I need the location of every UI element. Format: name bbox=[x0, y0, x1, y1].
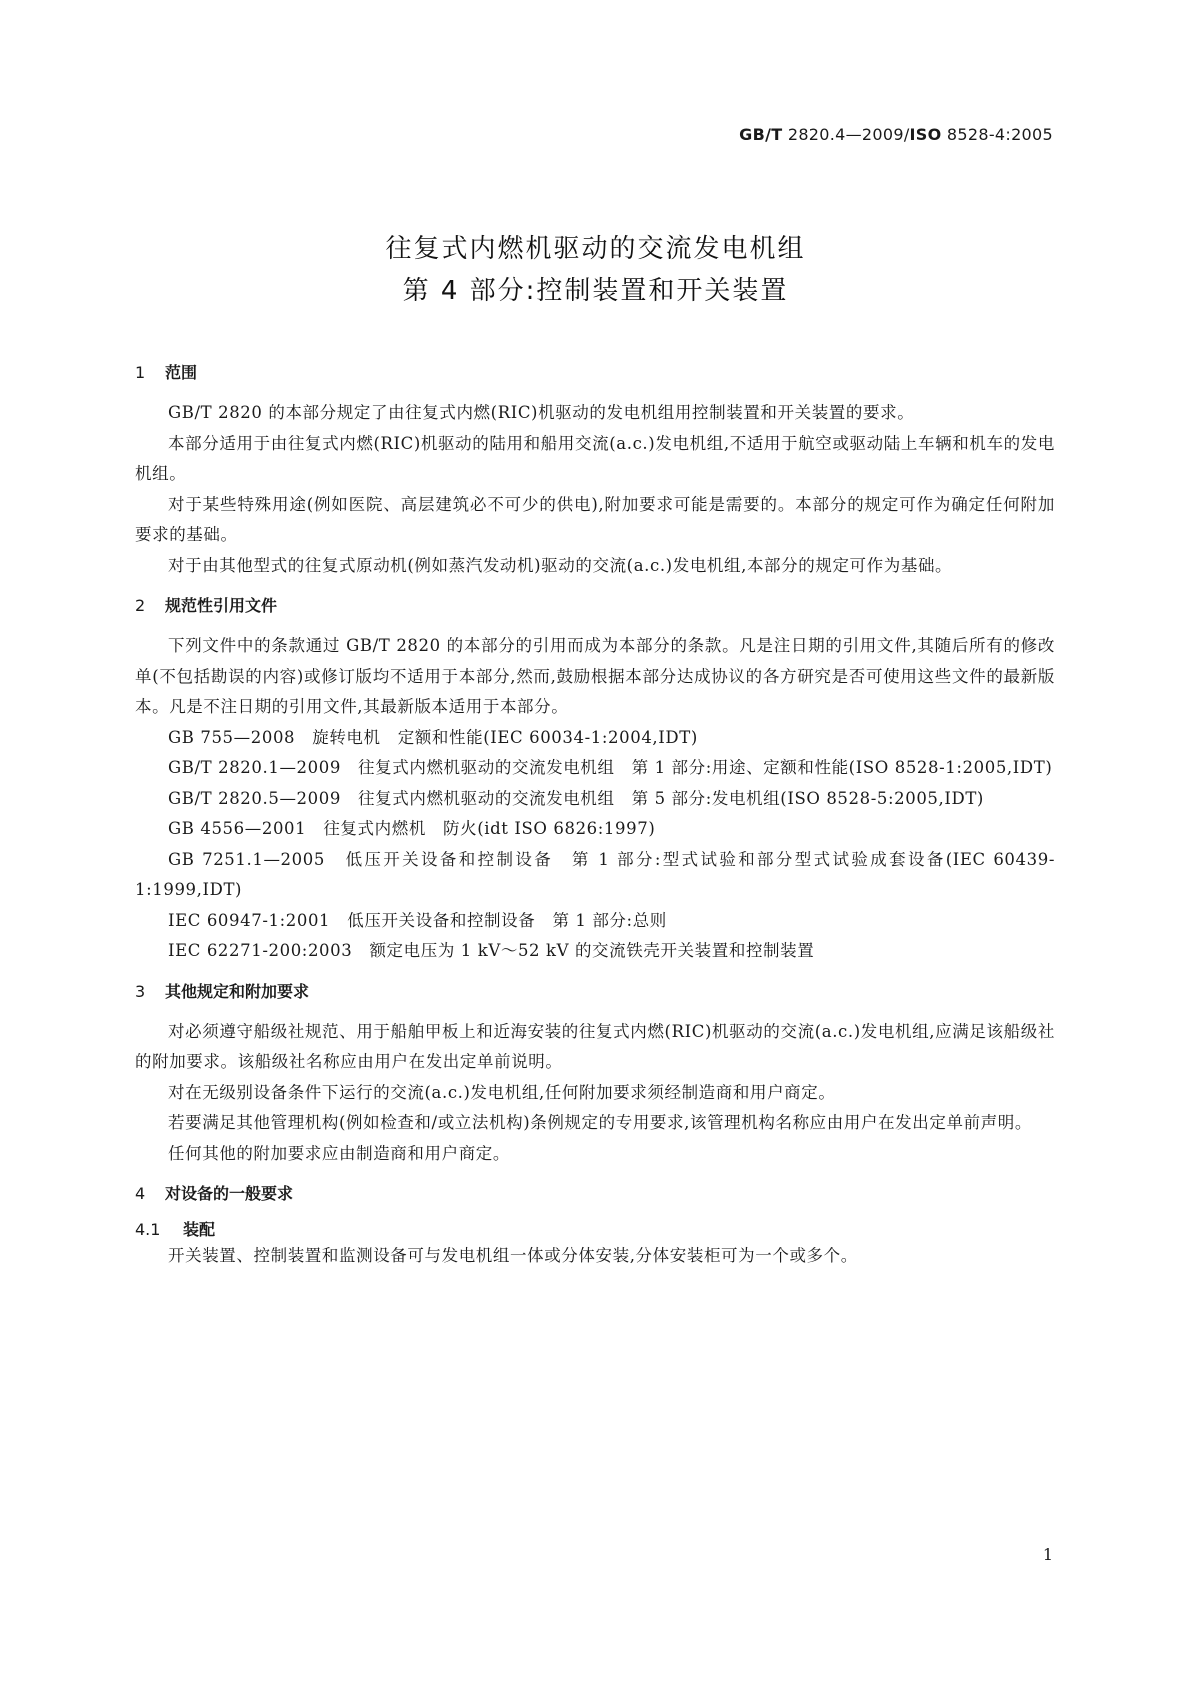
std-code-prefix: GB/T bbox=[739, 125, 783, 144]
section-2-heading bbox=[135, 595, 1055, 617]
reference-item: GB 4556—2001 往复式内燃机 防火(idt ISO 6826:1997) bbox=[168, 819, 656, 838]
reference-item: GB/T 2820.5—2009 往复式内燃机驱动的交流发电机组 第 5 部分:发电机组(ISO 8528-5:2005,IDT) bbox=[168, 788, 984, 808]
reference-item: GB 755—2008 旋转电机 定额和性能(IEC 60034-1:2004,IDT) bbox=[168, 727, 698, 747]
paragraph: 对于由其他型式的往复式原动机(例如蒸汽发动机)驱动的交流(a.c.)发电机组,本部分的规定可作为基础。 bbox=[168, 555, 953, 575]
paragraph: 对于某些特殊用途(例如医院、高层建筑必不可少的供电),附加要求可能是需要的。本部分的规定可作为确定任何附加要求的基础。 bbox=[135, 494, 1055, 544]
document-title-line-1: 往复式内燃机驱动的交流发电机组 bbox=[385, 234, 806, 264]
section-title: 规范性引用文件 bbox=[165, 596, 278, 615]
std-code-number: 2820.4—2009/ bbox=[782, 125, 910, 144]
paragraph: 若要满足其他管理机构(例如检查和/或立法机构)条例规定的专用要求,该管理机构名称应由用户在发出定单前声明。 bbox=[168, 1113, 1032, 1132]
standard-code bbox=[739, 125, 1053, 144]
subsection-title: 装配 bbox=[183, 1220, 216, 1239]
reference-item: GB/T 2820.1—2009 往复式内燃机驱动的交流发电机组 第 1 部分:用途、定额和性能(ISO 8528-1:2005,IDT) bbox=[168, 758, 1053, 777]
section-number: 4 bbox=[135, 1184, 146, 1203]
page-number: 1 bbox=[1042, 1545, 1053, 1564]
paragraph: 对必须遵守船级社规范、用于船舶甲板上和近海安装的往复式内燃(RIC)机驱动的交流(a.c.)发电机组,应满足该船级社的附加要求。该船级社名称应由用户在发出定单前说明。 bbox=[135, 1021, 1055, 1071]
section-title: 对设备的一般要求 bbox=[165, 1184, 294, 1203]
std-code-iso: ISO bbox=[909, 125, 942, 144]
paragraph: 下列文件中的条款通过 GB/T 2820 的本部分的引用而成为本部分的条款。凡是注日期的引用文件,其随后所有的修改单(不包括勘误的内容)或修订版均不适用于本部分,然而,鼓励根据本部分达成协议的各方研究是否可使用这些文件的最新版本。凡是不注日期的引用文件,其最新版本适用于本部分。 bbox=[135, 636, 1055, 716]
subsection-4-1-heading bbox=[135, 1219, 1055, 1241]
subsection-number: 4.1 bbox=[135, 1220, 161, 1239]
paragraph: GB/T 2820 的本部分规定了由往复式内燃(RIC)机驱动的发电机组用控制装置和开关装置的要求。 bbox=[168, 403, 915, 422]
section-title: 范围 bbox=[165, 363, 198, 382]
section-3-heading bbox=[135, 981, 1055, 1003]
std-code-iso-number: 8528-4:2005 bbox=[941, 125, 1053, 144]
section-4-heading bbox=[135, 1183, 1055, 1205]
reference-item: IEC 60947-1:2001 低压开关设备和控制设备 第 1 部分:总则 bbox=[168, 910, 667, 930]
section-number: 1 bbox=[135, 363, 146, 382]
document-body bbox=[135, 362, 1055, 1272]
document-title-line-2: 第 4 部分:控制装置和开关装置 bbox=[402, 276, 789, 306]
paragraph: 本部分适用于由往复式内燃(RIC)机驱动的陆用和船用交流(a.c.)发电机组,不适用于航空或驱动陆上车辆和机车的发电机组。 bbox=[135, 433, 1055, 483]
reference-item: GB 7251.1—2005 低压开关设备和控制设备 第 1 部分:型式试验和部分型式试验成套设备(IEC 60439-1:1999,IDT) bbox=[135, 849, 1055, 899]
section-title: 其他规定和附加要求 bbox=[165, 981, 310, 1001]
section-number: 2 bbox=[135, 596, 146, 615]
section-number: 3 bbox=[135, 981, 146, 1001]
paragraph: 开关装置、控制装置和监测设备可与发电机组一体或分体安装,分体安装柜可为一个或多个。 bbox=[168, 1246, 858, 1265]
paragraph: 对在无级别设备条件下运行的交流(a.c.)发电机组,任何附加要求须经制造商和用户商定。 bbox=[168, 1082, 836, 1102]
section-1-heading bbox=[135, 362, 1055, 384]
paragraph: 任何其他的附加要求应由制造商和用户商定。 bbox=[168, 1143, 510, 1163]
reference-item: IEC 62271-200:2003 额定电压为 1 kV～52 kV 的交流铁壳开关装置和控制装置 bbox=[168, 941, 815, 960]
